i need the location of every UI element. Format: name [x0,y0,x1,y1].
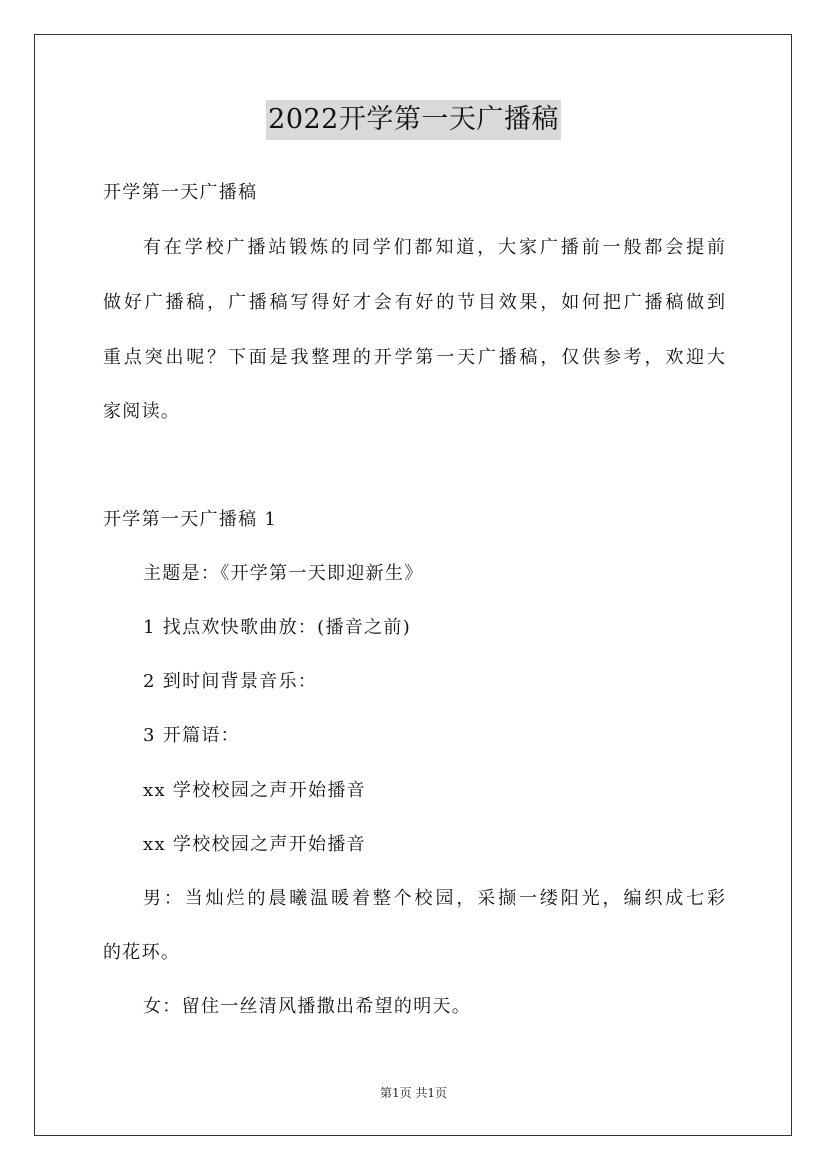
paragraph-line: 女：留住一丝清风播撒出希望的明天。 [143,996,472,1017]
paragraph-line: 重点突出呢？下面是我整理的开学第一天广播稿，仅供参考，欢迎大 [103,347,725,368]
section-heading: 开学第一天广播稿 1 [103,509,278,530]
paragraph-line: 男：当灿烂的晨曦温暖着整个校园，采撷一缕阳光，编织成七彩 [143,888,725,909]
paragraph-line: xx 学校校园之声开始播音 [143,834,366,855]
paragraph-line: 做好广播稿，广播稿写得好才会有好的节目效果，如何把广播稿做到 [103,292,725,313]
paragraph-line: 主题是：《开学第一天即迎新生》 [143,563,424,584]
paragraph-line: 3 开篇语： [143,725,240,746]
paragraph-line: 1 找点欢快歌曲放：(播音之前) [143,617,412,638]
paragraph-line: 2 到时间背景音乐： [143,671,318,692]
paragraph-line: xx 学校校园之声开始播音 [143,780,366,801]
document-title: 2022开学第一天广播稿 [266,100,561,140]
section-heading: 开学第一天广播稿 [103,182,258,203]
paragraph-line: 家阅读。 [103,401,181,422]
page-footer: 第1页 共1页 [379,1086,448,1100]
paragraph-line: 有在学校广播站锻炼的同学们都知道，大家广播前一般都会提前 [143,237,725,258]
paragraph-line: 的花环。 [103,942,181,963]
title-container [0,100,827,140]
